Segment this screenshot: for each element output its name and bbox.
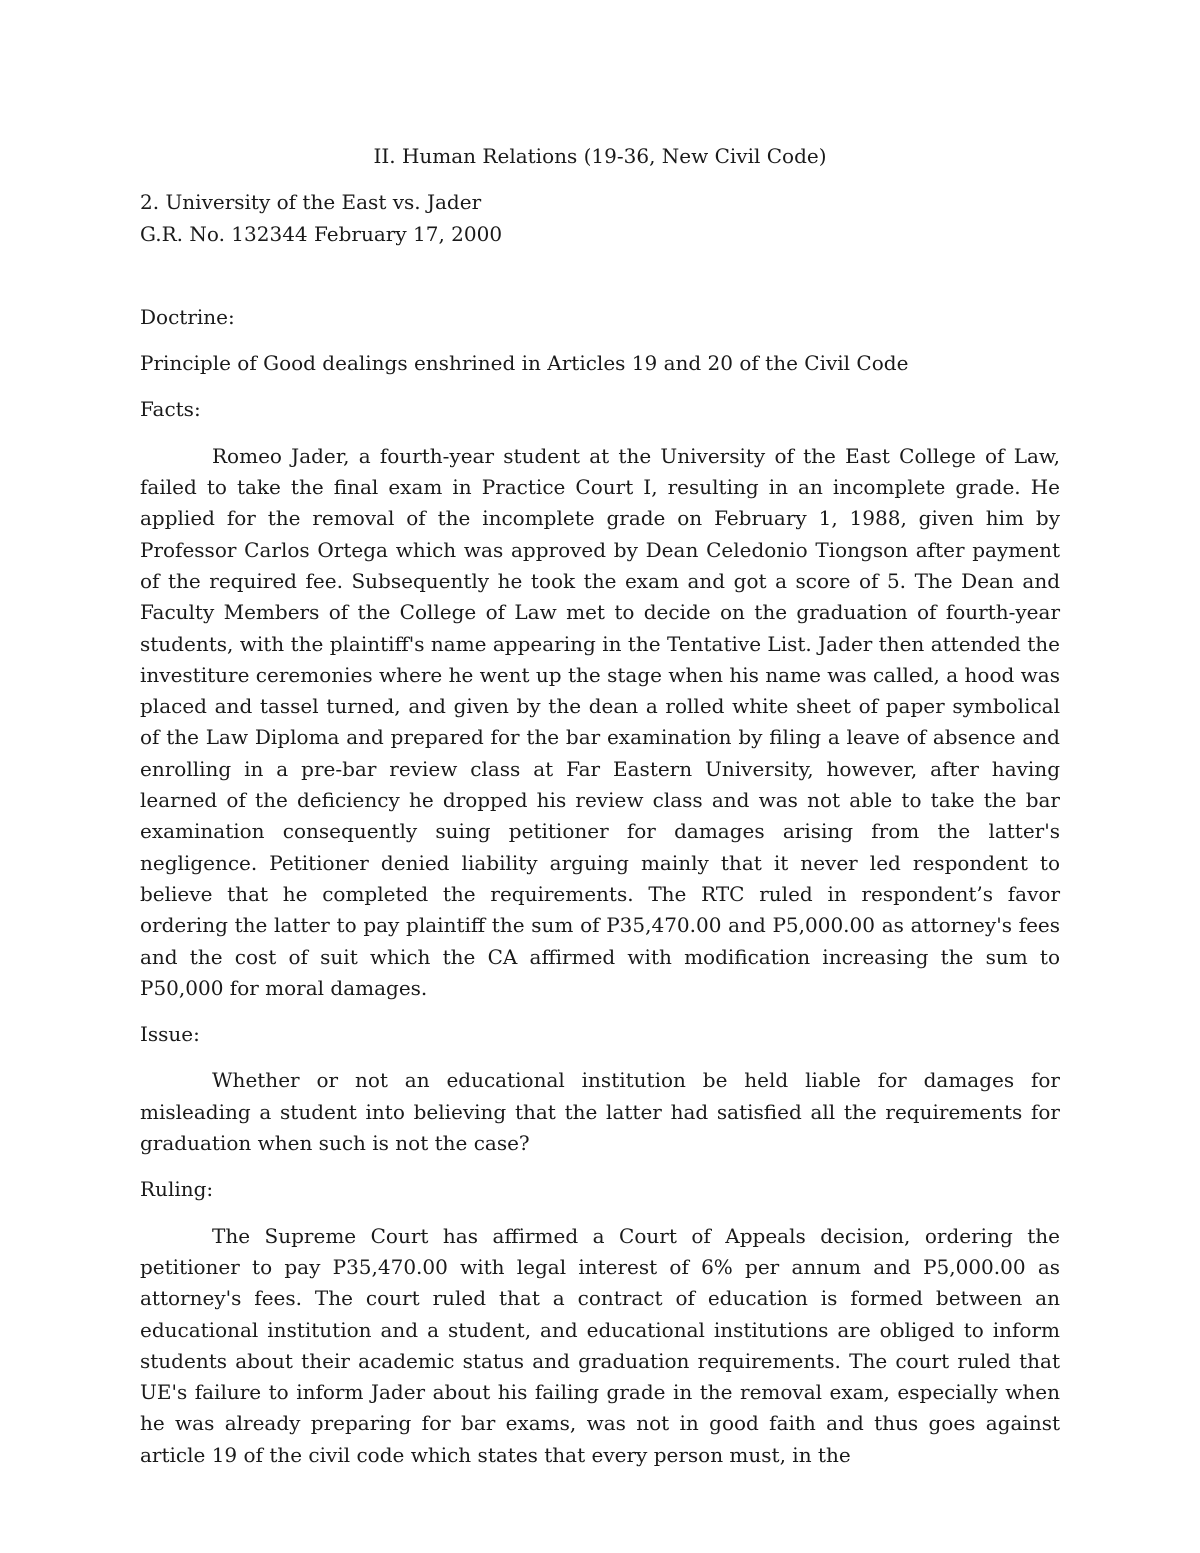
- spacer: [140, 250, 1060, 302]
- doctrine-label: Doctrine:: [140, 304, 235, 329]
- case-name: 2. University of the East vs. Jader: [140, 190, 482, 215]
- case-citation: G.R. No. 132344 February 17, 2000: [140, 221, 503, 246]
- doctrine-text: Principle of Good dealings enshrined in Articles 19 and 20 of the Civil Code: [140, 351, 909, 376]
- facts-label: Facts:: [140, 397, 201, 422]
- document-body: [140, 141, 1060, 1486]
- issue-label: Issue:: [140, 1022, 200, 1047]
- issue-paragraph: Whether or not an educational institution be held liable for damages for misleading a student into believing that the latter had satisfied all the requirements for graduation when such is not the case?: [140, 1068, 1060, 1156]
- ruling-paragraph: The Supreme Court has affirmed a Court of Appeals decision, ordering the petitioner to pay P35,470.00 with legal interest of 6% per annum and P5,000.00 as attorney's fees. The court ruled that a contract of education is formed between an educational institution and a student, and educational institutions are obliged to inform students about their academic status and graduation requirements. The court ruled that UE's failure to inform Jader about his failing grade in the removal exam, especially when he was already preparing for bar exams, was not in good faith and thus goes against article 19 of the civil code which states that every person must, in the: [140, 1223, 1060, 1467]
- ruling-label: Ruling:: [140, 1177, 214, 1202]
- document-title: II. Human Relations (19-36, New Civil Code): [373, 144, 827, 168]
- facts-paragraph: Romeo Jader, a fourth-year student at the University of the East College of Law, failed to take the final exam in Practice Court I, resulting in an incomplete grade. He applied for the removal of the incomplete grade on February 1, 1988, given him by Professor Carlos Ortega which was approved by Dean Celedonio Tiongson after payment of the required fee. Subsequently he took the exam and got a score of 5. The Dean and Faculty Members of the College of Law met to decide on the graduation of fourth-year students, with the plaintiff's name appearing in the Tentative List. Jader then attended the investiture ceremonies where he went up the stage when his name was called, a hood was placed and tassel turned, and given by the dean a rolled white sheet of paper symbolical of the Law Diploma and prepared for the bar examination by filing a leave of absence and enrolling in a pre-bar review class at Far Eastern University, however, after having learned of the deficiency he dropped his review class and was not able to take the bar examination consequently suing petitioner for damages arising from the latter's negligence. Petitioner denied liability arguing mainly that it never led respondent to believe that he completed the requirements. The RTC ruled in respondent’s favor ordering the latter to pay plaintiff the sum of P35,470.00 and P5,000.00 as attorney's fees and the cost of suit which the CA affirmed with modification increasing the sum to P50,000 for moral damages.: [140, 443, 1060, 1000]
